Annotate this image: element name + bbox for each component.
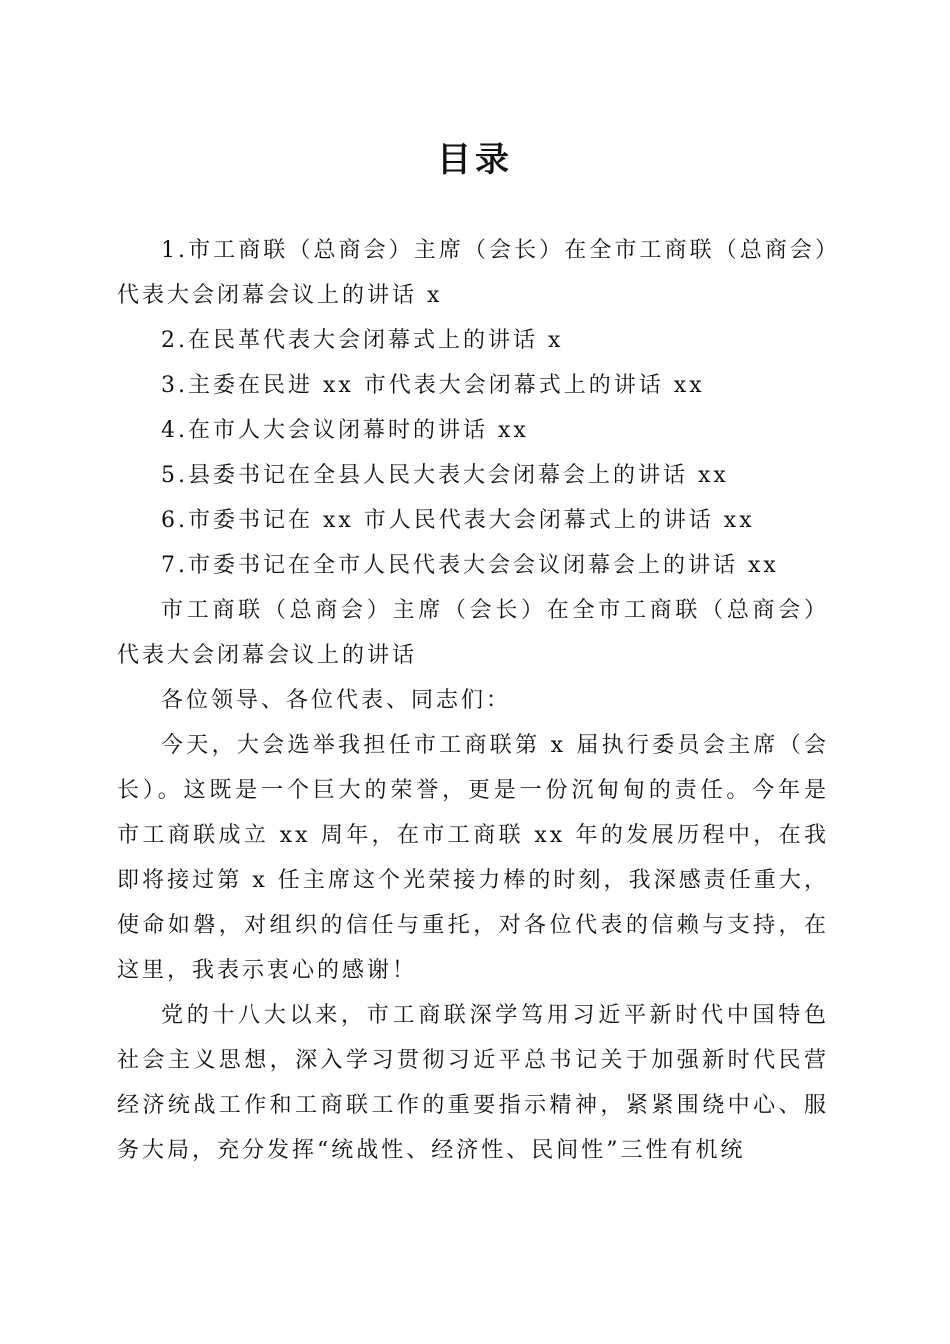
document-body: [117, 228, 829, 1173]
toc-item: 2.在民革代表大会闭幕式上的讲话 x: [161, 328, 564, 353]
toc-item: 1.市工商联（总商会）主席（会长）在全市工商联（总商会）代表大会闭幕会议上的讲话 x: [117, 238, 829, 308]
article-title: 市工商联（总商会）主席（会长）在全市工商联（总商会）代表大会闭幕会议上的讲话: [117, 598, 829, 668]
toc-item: 3.主委在民进 xx 市代表大会闭幕式上的讲话 xx: [161, 373, 705, 398]
body-paragraph: 党的十八大以来，市工商联深学笃用习近平新时代中国特色社会主义思想，深入学习贯彻习近平总书记关于加强新时代民营经济统战工作和工商联工作的重要指示精神，紧紧围绕中心、服务大局，充分发挥“统战性、经济性、民间性”三性有机统: [117, 1003, 829, 1163]
toc-item: 7.市委书记在全市人民代表大会会议闭幕会上的讲话 xx: [161, 553, 779, 578]
toc-item: 6.市委书记在 xx 市人民代表大会闭幕式上的讲话 xx: [161, 508, 755, 533]
body-paragraph: 今天，大会选举我担任市工商联第 x 届执行委员会主席（会长）。这既是一个巨大的荣誉，更是一份沉甸甸的责任。今年是市工商联成立 xx 周年，在市工商联 xx 年的发展历程中，在我即将接过第 x 任主席这个光荣接力棒的时刻，我深感责任重大，使命如磐，对组织的信任与重托，对各位代表的信赖与支持，在这里，我表示衷心的感谢！: [117, 733, 829, 983]
greeting: 各位领导、各位代表、同志们：: [161, 688, 512, 713]
page-title: 目录: [437, 140, 513, 180]
toc-item: 5.县委书记在全县人民大表大会闭幕会上的讲话 xx: [161, 463, 729, 488]
toc-item: 4.在市人大会议闭幕时的讲话 xx: [161, 418, 529, 443]
